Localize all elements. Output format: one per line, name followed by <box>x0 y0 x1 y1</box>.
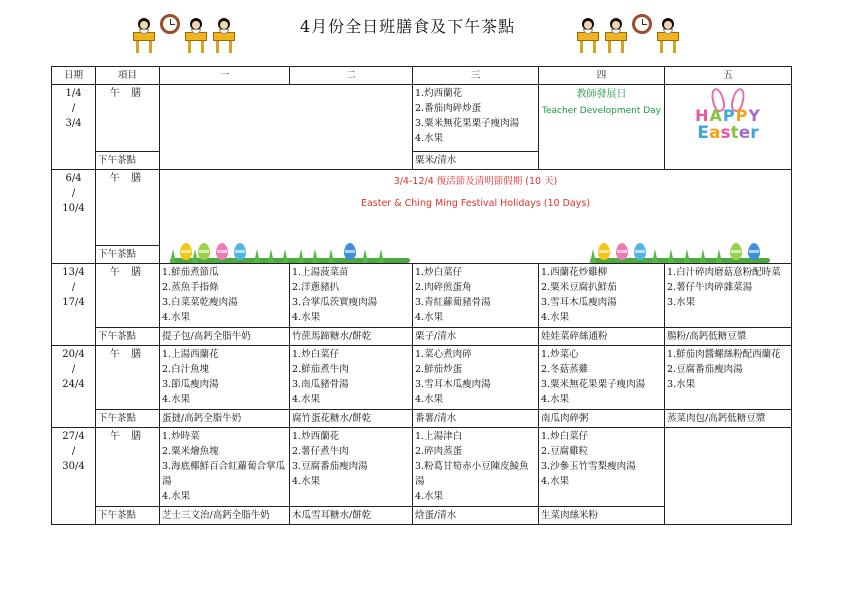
happy-easter-word: HAPPY <box>695 106 761 125</box>
header-date: 日期 <box>52 67 96 85</box>
tea-label: 下午茶點 <box>96 246 160 264</box>
kid-eating-icon <box>132 10 156 56</box>
lunch-cell: 1.上湯菠菜苗 2.洋蔥豬扒 3.合掌瓜茨實瘦肉湯 4.水果 <box>290 264 413 328</box>
happy-easter-art <box>665 85 792 170</box>
clock-icon <box>160 14 180 34</box>
week-row <box>52 264 792 328</box>
lunch-label: 午 膳 <box>96 428 160 507</box>
tea-cell: 焓蛋/清水 <box>413 507 539 525</box>
header-item: 項目 <box>96 67 160 85</box>
lunch-label: 午 膳 <box>96 170 160 246</box>
lunch-cell: 1.炒時菜 2.粟米燴魚塊 3.海底椰鮮百合紅蘿蔔合掌瓜湯 4.水果 <box>160 428 290 507</box>
tea-cell: 娃娃菜碎絲通粉 <box>539 328 665 346</box>
kid-eating-icon <box>212 10 236 56</box>
kid-eating-icon <box>604 10 628 56</box>
tea-cell: 腸粉/高鈣低糖豆漿 <box>665 328 792 346</box>
lunch-cell: 1.炒白菜仔 2.豆腐雞粒 3.沙參玉竹雪梨瘦肉湯 4.水果 <box>539 428 665 507</box>
tea-cell: 南瓜肉碎粥 <box>539 410 665 428</box>
kids-illustration-right <box>576 10 680 56</box>
tea-cell: 粟米/清水 <box>413 152 539 170</box>
kid-eating-icon <box>576 10 600 56</box>
lunch-label: 午 膳 <box>96 264 160 328</box>
tea-cell: 蒸菜肉包/高鈣低糖豆漿 <box>665 410 792 428</box>
blank-cell <box>160 85 413 170</box>
lunch-cell: 1.灼西蘭花 2.番茄肉碎炒蛋 3.粟米無花果栗子瘦肉湯 4.水果 <box>413 85 539 152</box>
tea-cell: 竹蔗馬蹄糖水/餅乾 <box>290 328 413 346</box>
week-row <box>52 346 792 410</box>
week-row <box>52 170 792 246</box>
blank-cell <box>665 428 792 525</box>
week-date: 20/4 / 24/4 <box>52 346 96 428</box>
tea-label: 下午茶點 <box>96 152 160 170</box>
holiday-en: Easter & Ching Ming Festival Holidays (10 Days) <box>360 198 591 209</box>
lunch-cell: 1.上湯西蘭花 2.白汁魚塊 3.節瓜瘦肉湯 4.水果 <box>160 346 290 410</box>
lunch-cell: 1.白汁碎肉磨菇意粉配時菜 2.薯仔牛肉碎雜菜湯 3.水果 <box>665 264 792 328</box>
lunch-label: 午 膳 <box>96 346 160 410</box>
holiday-zh: 3/4-12/4 復活節及清明節假期 (10 天) <box>393 176 558 187</box>
lunch-cell: 1.炒菜心 2.冬菇蒸雞 3.粟米無花果栗子瘦肉湯 4.水果 <box>539 346 665 410</box>
tea-cell: 番薯/清水 <box>413 410 539 428</box>
week-date: 27/4 / 30/4 <box>52 428 96 525</box>
header-day-tue: 二 <box>290 67 413 85</box>
tea-row <box>52 410 792 428</box>
lunch-cell: 1.炒白菜仔 2.肉碎煎蛋角 3.青紅蘿蔔豬骨湯 4.水果 <box>413 264 539 328</box>
tea-cell: 芝士三文治/高鈣全脂牛奶 <box>160 507 290 525</box>
grass-eggs-left <box>170 235 410 263</box>
clock-icon <box>632 14 652 34</box>
grass-eggs-right <box>590 235 770 263</box>
lunch-cell: 1.炒白菜仔 2.鮮茄煮牛肉 3.南瓜豬骨湯 4.水果 <box>290 346 413 410</box>
teacher-development-day: 教師發展日 Teacher Development Day <box>539 85 665 170</box>
menu-table <box>51 66 792 525</box>
kid-eating-icon <box>656 10 680 56</box>
week-row <box>52 428 792 507</box>
lunch-cell: 1.西蘭花炒雞柳 2.粟米豆腐扒鮮茄 3.雪耳木瓜瘦肉湯 4.水果 <box>539 264 665 328</box>
lunch-cell: 1.鮮茄肉醬螺絲粉配西蘭花 2.豆腐番茄瘦肉湯 3.水果 <box>665 346 792 410</box>
lunch-cell: 1.上湯津白 2.碎肉蒸蛋 3.粉葛甘筍赤小豆陳皮鯪魚湯 4.水果 <box>413 428 539 507</box>
tea-cell: 生菜肉絲米粉 <box>539 507 665 525</box>
header-day-thu: 四 <box>539 67 665 85</box>
week-date: 6/4 / 10/4 <box>52 170 96 264</box>
tea-cell: 木瓜雪耳糖水/餅乾 <box>290 507 413 525</box>
kids-illustration-left <box>132 10 236 56</box>
week-row <box>52 85 792 152</box>
tea-cell: 提子包/高鈣全脂牛奶 <box>160 328 290 346</box>
tea-label: 下午茶點 <box>96 507 160 525</box>
tea-row <box>52 328 792 346</box>
week-date: 13/4 / 17/4 <box>52 264 96 346</box>
tea-label: 下午茶點 <box>96 328 160 346</box>
kid-eating-icon <box>184 10 208 56</box>
lunch-cell: 1.炒西蘭花 2.薯仔煮牛肉 3.豆腐番茄瘦肉湯 4.水果 <box>290 428 413 507</box>
header-row <box>52 67 792 85</box>
header-day-fri: 五 <box>665 67 792 85</box>
easter-word: Easter <box>697 123 759 143</box>
tea-cell: 腐竹蛋花糖水/餅乾 <box>290 410 413 428</box>
header-day-mon: 一 <box>160 67 290 85</box>
page-title: 4月份全日班膳食及下午茶點 <box>300 17 516 36</box>
week-date: 1/4 / 3/4 <box>52 85 96 170</box>
tea-cell: 栗子/清水 <box>413 328 539 346</box>
lunch-cell: 1.菜心煮肉碎 2.鮮茄炒蛋 3.雪耳木瓜瘦肉湯 4.水果 <box>413 346 539 410</box>
tea-cell: 蛋撻/高鈣全脂牛奶 <box>160 410 290 428</box>
lunch-cell: 1.鮮茄煮節瓜 2.蒸魚手指條 3.白菜菜乾瘦肉湯 4.水果 <box>160 264 290 328</box>
holiday-notice <box>160 170 792 264</box>
lunch-label: 午 膳 <box>96 85 160 152</box>
header-day-wed: 三 <box>413 67 539 85</box>
tea-label: 下午茶點 <box>96 410 160 428</box>
